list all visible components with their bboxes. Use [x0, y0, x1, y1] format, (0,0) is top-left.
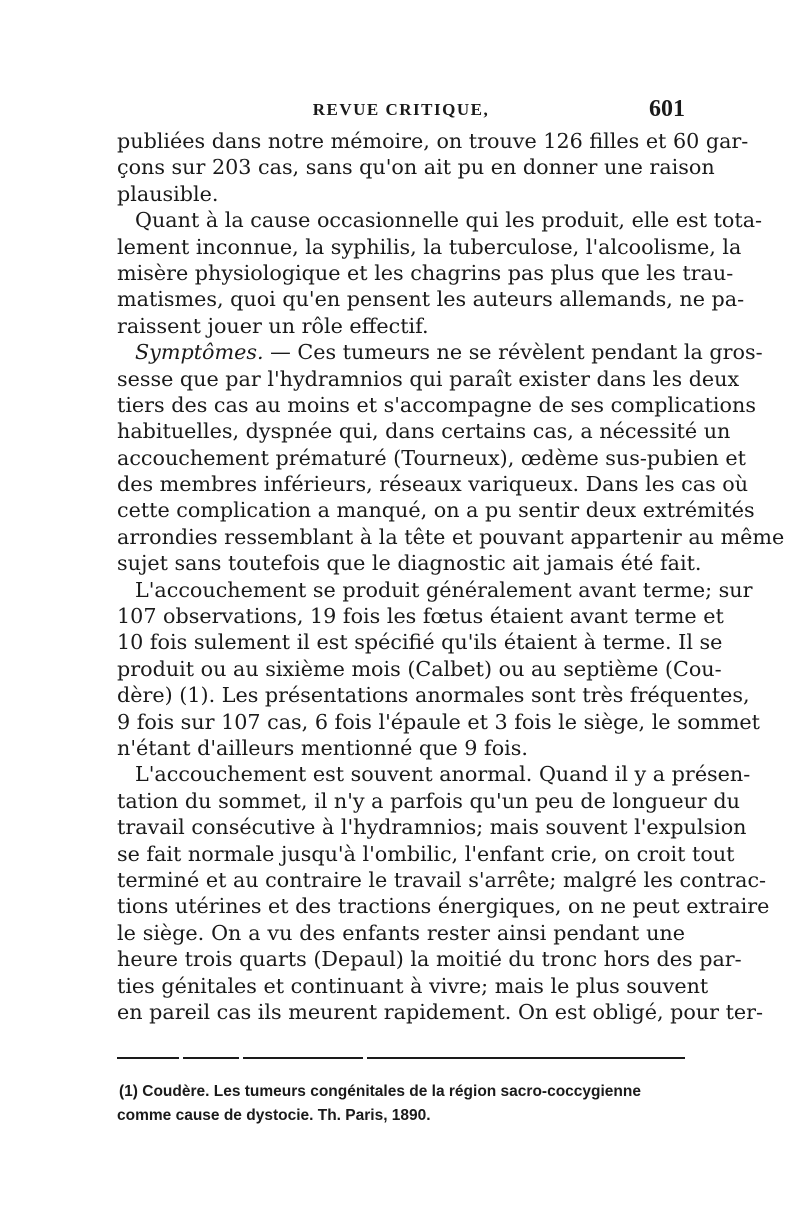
- rule-segment: [243, 1057, 363, 1059]
- text-line: accouchement prématuré (Tourneux), œdème sus-pubien et: [117, 445, 746, 470]
- footnote-rule: [117, 1057, 685, 1059]
- text-line: 9 fois sur 107 cas, 6 fois l'épaule et 3 fois le siège, le sommet: [117, 709, 760, 734]
- text-line: dère) (1). Les présentations anormales sont très fréquentes,: [117, 683, 750, 708]
- text-line: L'accouchement se produit généralement avant terme; sur: [135, 577, 753, 602]
- text-line: [117, 339, 763, 365]
- footnote: [117, 1080, 687, 1128]
- text-line: çons sur 203 cas, sans qu'on ait pu en donner une raison: [117, 155, 715, 180]
- running-title: REVUE CRITIQUE,: [312, 100, 490, 119]
- text-line: sujet sans toutefois que le diagnostic ait jamais été fait.: [117, 551, 702, 576]
- text-line: terminé et au contraire le travail s'arrête; malgré les contrac-: [117, 867, 767, 892]
- rule-segment: [117, 1057, 179, 1059]
- footnote-line: comme cause de dystocie. Th. Paris, 1890.: [117, 1107, 431, 1124]
- paragraph: [117, 128, 749, 207]
- text-line: produit ou au sixième mois (Calbet) ou au septième (Cou-: [117, 656, 722, 681]
- text-line: Quant à la cause occasionnelle qui les produit, elle est tota-: [135, 208, 763, 233]
- text-line: tation du sommet, il n'y a parfois qu'un peu de longueur du: [117, 788, 740, 813]
- text-run: — Ces tumeurs ne se révèlent pendant la gros-: [263, 340, 763, 365]
- text-line: publiées dans notre mémoire, on trouve 126 filles et 60 gar-: [117, 129, 749, 153]
- body-text: [117, 128, 785, 1025]
- paragraph: [117, 577, 760, 762]
- text-line: plausible.: [117, 181, 219, 206]
- text-line: habituelles, dyspnée qui, dans certains cas, a nécessité un: [117, 419, 731, 444]
- rule-segment: [367, 1057, 685, 1059]
- text-line: le siège. On a vu des enfants rester ainsi pendant une: [117, 920, 685, 945]
- text-line: arrondies ressemblant à la tête et pouvant appartenir au même: [117, 524, 785, 549]
- text-line: travail consécutive à l'hydramnios; mais souvent l'expulsion: [117, 815, 747, 840]
- text-line: 10 fois sulement il est spécifié qu'ils étaient à terme. Il se: [117, 630, 723, 655]
- text-line: cette complication a manqué, on a pu sentir deux extrémités: [117, 498, 755, 523]
- paragraph: [117, 207, 763, 339]
- text-line: n'étant d'ailleurs mentionné que 9 fois.: [117, 735, 528, 760]
- section-heading: Symptômes.: [135, 340, 264, 365]
- text-line: matismes, quoi qu'en pensent les auteurs allemands, ne pa-: [117, 287, 745, 312]
- text-line: misère physiologique et les chagrins pas plus que les trau-: [117, 260, 734, 285]
- text-line: tions utérines et des tractions énergiques, on ne peut extraire: [117, 894, 770, 919]
- footnote-line: (1) Coudère. Les tumeurs congénitales de la région sacro-coccygienne: [119, 1083, 641, 1100]
- text-line: en pareil cas ils meurent rapidement. On est obligé, pour ter-: [117, 999, 764, 1024]
- text-line: sesse que par l'hydramnios qui paraît exister dans les deux: [117, 366, 740, 391]
- text-line: L'accouchement est souvent anormal. Quand il y a présen-: [135, 762, 751, 787]
- rule-segment: [183, 1057, 239, 1059]
- text-line: heure trois quarts (Depaul) la moitié du tronc hors des par-: [117, 947, 742, 972]
- text-line: ties génitales et continuant à vivre; mais le plus souvent: [117, 973, 709, 998]
- text-line: des membres inférieurs, réseaux variqueux. Dans les cas où: [117, 472, 749, 497]
- text-line: raissent jouer un rôle effectif.: [117, 313, 429, 338]
- text-line: 107 observations, 19 fois les fœtus étaient avant terme et: [117, 604, 724, 629]
- page-number: 601: [649, 96, 685, 122]
- paragraph: [117, 339, 785, 577]
- text-line: se fait normale jusqu'à l'ombilic, l'enfant crie, on croit tout: [117, 841, 735, 866]
- page-header: [117, 96, 685, 126]
- text-line: lement inconnue, la syphilis, la tuberculose, l'alcoolisme, la: [117, 234, 742, 259]
- paragraph: [117, 761, 770, 1025]
- text-line: tiers des cas au moins et s'accompagne de ses complications: [117, 392, 756, 417]
